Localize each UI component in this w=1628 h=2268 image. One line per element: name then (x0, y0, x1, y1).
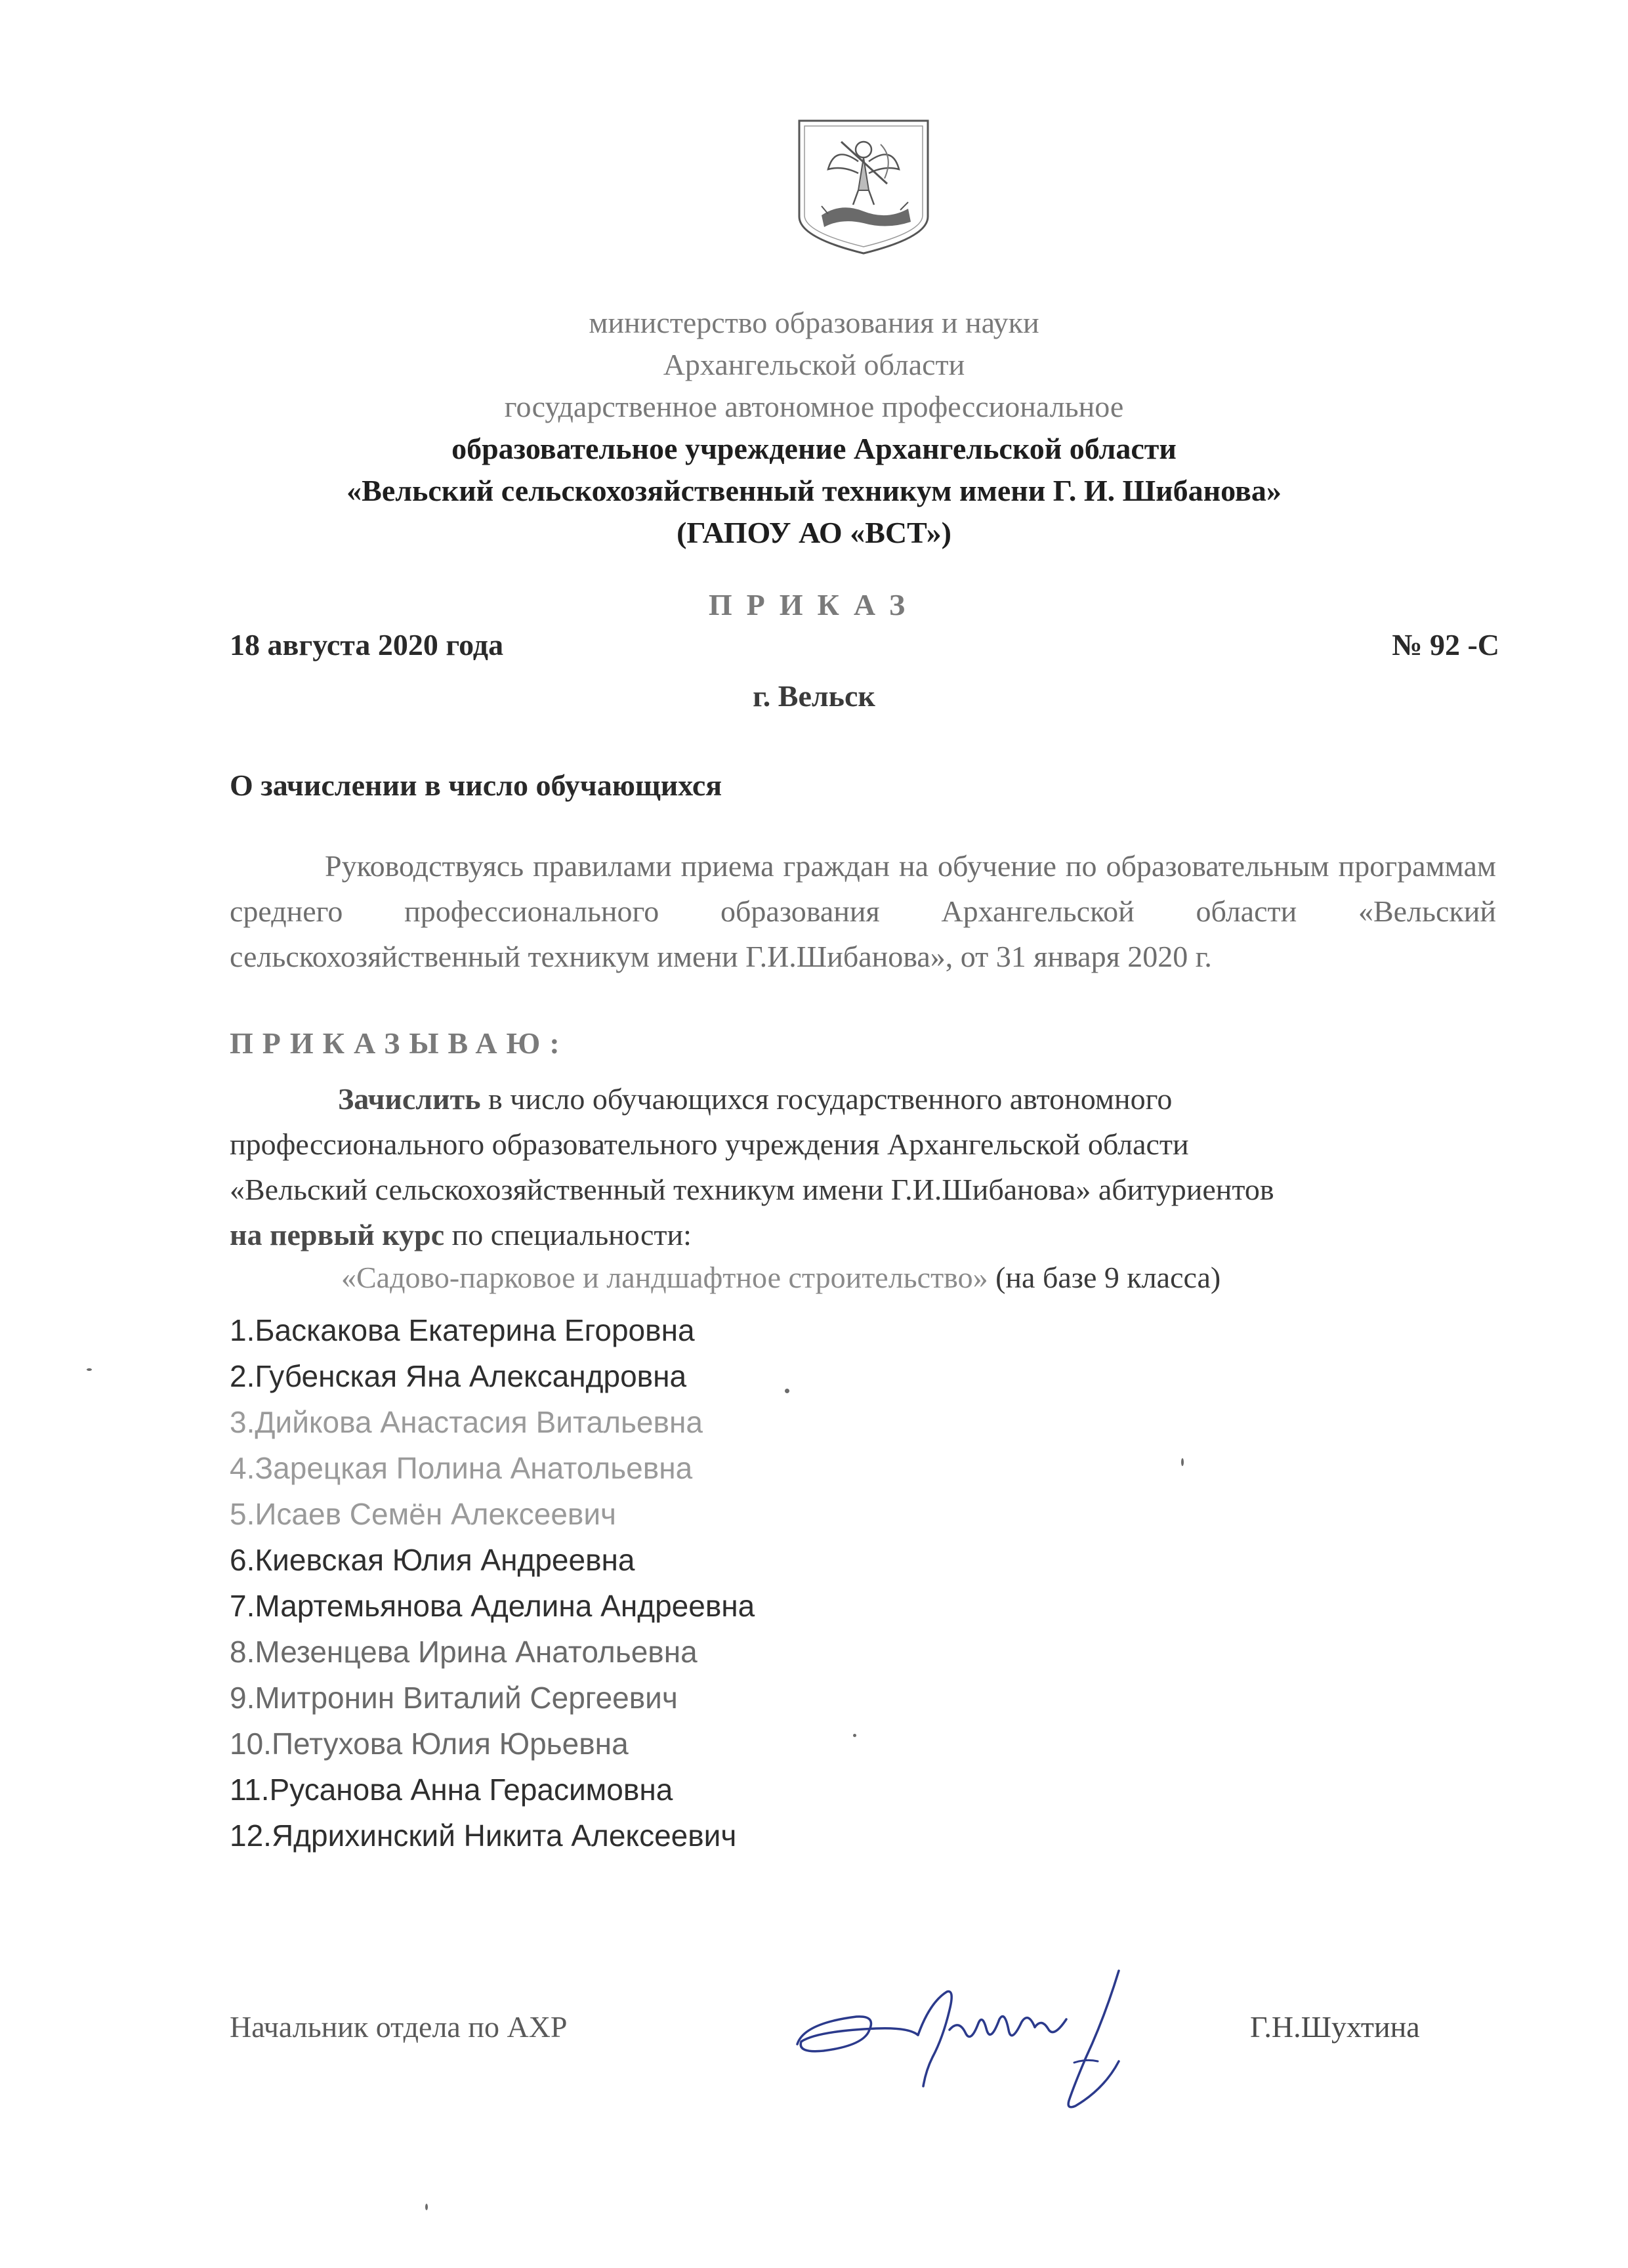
specialty-name: «Садово-парковое и ландшафтное строительство» (341, 1261, 988, 1294)
list-item: 9.Митронин Виталий Сергеевич (230, 1681, 678, 1715)
list-item: 2.Губенская Яна Александровна (230, 1359, 687, 1393)
header-abbreviation: (ГАПОУ АО «ВСТ») (677, 516, 951, 549)
enroll-line-1 (230, 1076, 1496, 1122)
header-ministry: министерство образования и науки (589, 306, 1039, 339)
enroll-verb: Зачислить (338, 1082, 481, 1116)
signatory-role: Начальник отдела по АХР (230, 2010, 568, 2044)
enroll-line-2: профессионального образовательного учреждения Архангельской области (230, 1127, 1189, 1161)
scan-speck (425, 2204, 428, 2210)
header-institution-type-cont: образовательное учреждение Архангельской области (451, 432, 1177, 465)
header-region: Архангельской области (663, 348, 965, 381)
scan-speck (785, 1389, 789, 1393)
list-item: 8.Мезенцева Ирина Анатольевна (230, 1635, 698, 1669)
enroll-line-4 (230, 1212, 1496, 1257)
list-item: 3.Дийкова Анастасия Витальевна (230, 1405, 703, 1439)
order-subject: О зачислении в число обучающихся (230, 768, 722, 802)
enrollment-paragraph (230, 1076, 1496, 1257)
student-list (230, 1307, 755, 1858)
scan-speck (87, 1368, 92, 1371)
order-city: г. Вельск (753, 679, 875, 713)
header-institution-type: государственное автономное профессиональное (504, 390, 1124, 423)
scan-speck (853, 1734, 856, 1737)
coat-of-arms-icon (795, 118, 932, 256)
list-item: 4.Зарецкая Полина Анатольевна (230, 1451, 693, 1485)
list-item: 6.Киевская Юлия Андреевна (230, 1543, 635, 1577)
order-title: ПРИКАЗ (708, 588, 920, 621)
enroll-text-1: в число обучающихся государственного автономного (480, 1082, 1173, 1116)
institution-header (0, 302, 1628, 554)
decree-heading: ПРИКАЗЫВАЮ: (230, 1026, 569, 1060)
list-item: 1.Баскакова Екатерина Егоровна (230, 1313, 695, 1347)
preamble-paragraph: Руководствуясь правилами приема граждан на обучение по образовательным программам среднего профессионального образования Архангельской области «Вельский сельскохозяйственный техникум имени Г.И.Шибанова», от 31 января 2020 г. (230, 849, 1496, 973)
signatory-name: Г.Н.Шухтина (1250, 2010, 1420, 2044)
specialty-basis: (на базе 9 класса) (988, 1261, 1221, 1294)
enroll-text-4: по специальности: (444, 1218, 692, 1251)
list-item: 11.Русанова Анна Герасимовна (230, 1773, 673, 1807)
scan-speck (1181, 1458, 1184, 1466)
handwritten-signature (778, 1946, 1198, 2136)
list-item: 5.Исаев Семён Алексеевич (230, 1497, 617, 1531)
enroll-course: на первый курс (230, 1218, 445, 1251)
list-item: 10.Петухова Юлия Юрьевна (230, 1727, 629, 1761)
header-institution-name: «Вельский сельскохозяйственный техникум имени Г. И. Шибанова» (346, 474, 1282, 507)
order-date: 18 августа 2020 года (230, 628, 504, 662)
order-number: № 92 -С (1392, 628, 1499, 662)
specialty-line (341, 1260, 1221, 1295)
list-item: 7.Мартемьянова Аделина Андреевна (230, 1589, 755, 1623)
list-item: 12.Ядрихинский Никита Алексеевич (230, 1818, 737, 1853)
enroll-line-3: «Вельский сельскохозяйственный техникум имени Г.И.Шибанова» абитуриентов (230, 1173, 1274, 1206)
